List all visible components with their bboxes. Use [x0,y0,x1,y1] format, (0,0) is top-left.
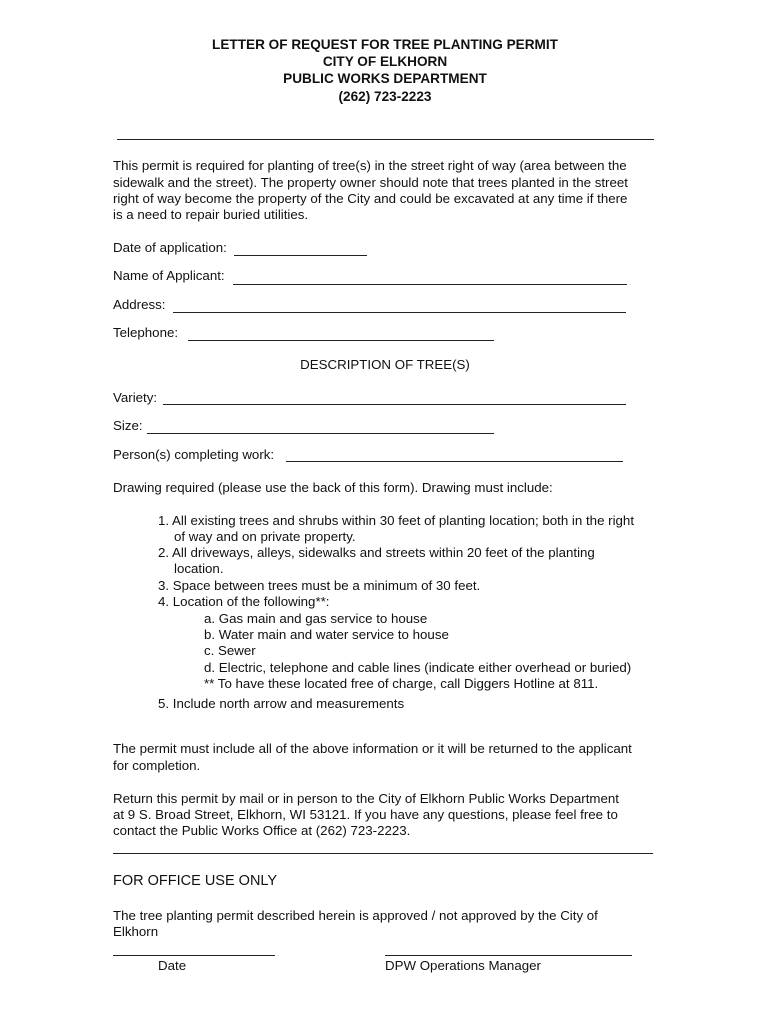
list-item: 3. Space between trees must be a minimum of 30 feet. [158,578,481,593]
address-field[interactable] [173,312,626,313]
date-of-application-field[interactable] [234,255,367,256]
date-of-application-label: Date of application: [113,240,227,255]
telephone-field[interactable] [188,340,494,341]
name-of-applicant-field[interactable] [233,284,627,285]
return-note-line: contact the Public Works Office at (262) 723-2223. [113,823,411,838]
return-note-line: Return this permit by mail or in person to the City of Elkhorn Public Works Department [113,791,619,806]
sub-list-item: d. Electric, telephone and cable lines (indicate either overhead or buried) [204,660,632,675]
list-item: 4. Location of the following**: [158,594,330,609]
list-item: location. [174,561,224,576]
intro-line: right of way become the property of the City and could be excavated at any time if there [113,191,628,206]
diggers-hotline-note: ** To have these located free of charge, call Diggers Hotline at 811. [204,676,599,691]
intro-line: This permit is required for planting of tree(s) in the street right of way (area between the [113,158,627,173]
return-note-line: at 9 S. Broad Street, Elkhorn, WI 53121. If you have any questions, please feel free to [113,807,618,822]
list-item: of way and on private property. [174,529,356,544]
sub-list-item: a. Gas main and gas service to house [204,611,428,626]
sub-list-item: b. Water main and water service to house [204,627,449,642]
persons-completing-work-field[interactable] [286,461,623,462]
header-divider [117,139,654,140]
department-name: PUBLIC WORKS DEPARTMENT [283,71,487,86]
permit-note-line: for completion. [113,758,201,773]
approval-date-field[interactable] [113,955,275,956]
intro-line: is a need to repair buried utilities. [113,207,309,222]
department-phone: (262) 723-2223 [338,89,432,104]
list-item: 5. Include north arrow and measurements [158,696,405,711]
intro-line: sidewalk and the street). The property owner should note that trees planted in the street [113,175,628,190]
office-divider [113,853,653,854]
variety-field[interactable] [163,404,626,405]
permit-note-line: The permit must include all of the above information or it will be returned to the applicant [113,741,632,756]
manager-signature-field[interactable] [385,955,632,956]
drawing-intro: Drawing required (please use the back of this form). Drawing must include: [113,480,553,495]
address-label: Address: [113,297,166,312]
city-name: CITY OF ELKHORN [322,54,448,69]
persons-completing-work-label: Person(s) completing work: [113,447,275,462]
variety-label: Variety: [113,390,158,405]
office-use-heading: FOR OFFICE USE ONLY [113,873,278,889]
telephone-label: Telephone: [113,325,179,340]
list-item: 1. All existing trees and shrubs within 30 feet of planting location; both in the right [158,513,635,528]
form-title: LETTER OF REQUEST FOR TREE PLANTING PERMIT [212,37,558,52]
date-caption: Date [158,958,187,973]
approval-line: The tree planting permit described herein is approved / not approved by the City of [113,908,598,923]
size-label: Size: [113,418,143,433]
list-item: 2. All driveways, alleys, sidewalks and streets within 20 feet of the planting [158,545,595,560]
size-field[interactable] [147,433,494,434]
approval-line: Elkhorn [113,924,159,939]
name-of-applicant-label: Name of Applicant: [113,268,225,283]
manager-caption: DPW Operations Manager [385,958,541,973]
description-heading: DESCRIPTION OF TREE(S) [300,357,470,372]
sub-list-item: c. Sewer [204,643,256,658]
